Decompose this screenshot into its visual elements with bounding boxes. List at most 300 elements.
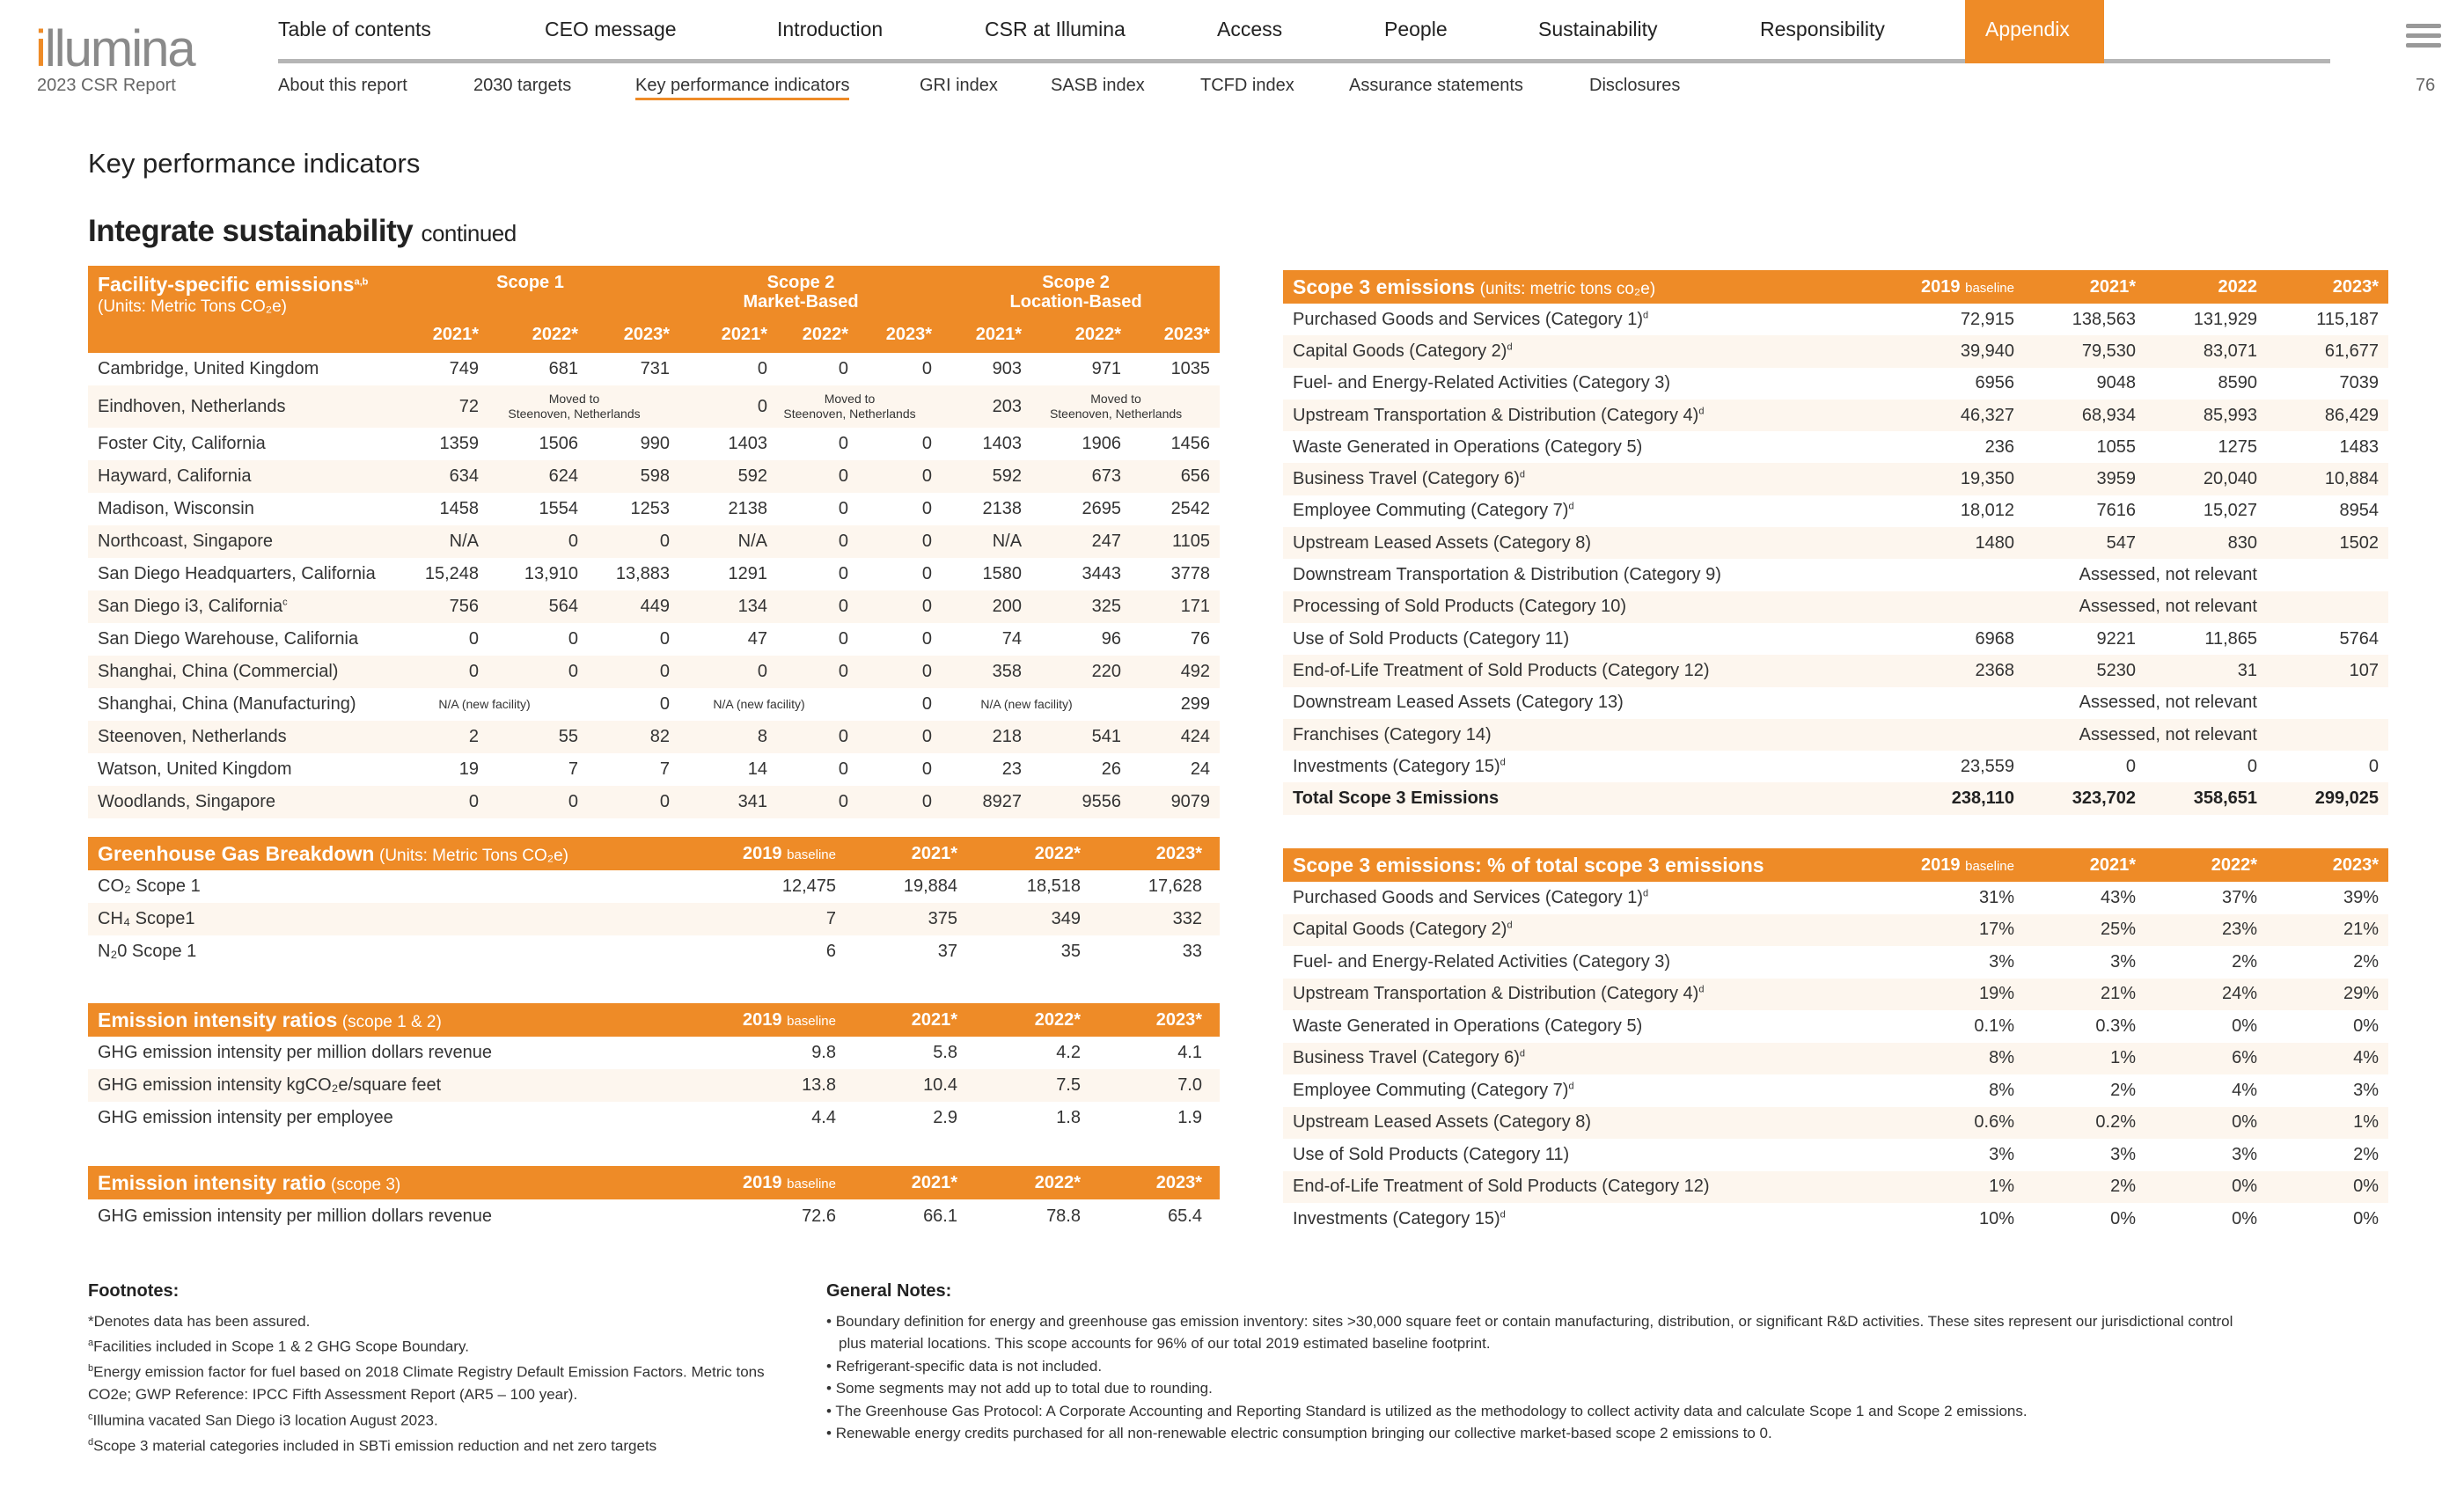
cell-value: 3% [2110, 1144, 2136, 1164]
cell-value: 3% [1989, 1144, 2014, 1164]
cell-value: 0 [848, 786, 932, 818]
cell-value: 0 [848, 590, 932, 623]
row-label-text: Watson, United Kingdom [98, 759, 292, 779]
row-label-text: Use of Sold Products (Category 11) [1293, 1144, 1570, 1164]
row-label-text: GHG emission intensity per million dollars revenue [98, 1043, 492, 1062]
scope3-emissions-table [1283, 270, 2388, 815]
cell-note: Moved to Steenoven, Netherlands [767, 385, 932, 428]
table-row [88, 1069, 1220, 1102]
row-label [1283, 1203, 1893, 1236]
row-label-text: San Diego Headquarters, California [98, 564, 376, 583]
subnav-2030-targets[interactable]: 2030 targets [473, 76, 572, 95]
cell-value: 592 [670, 460, 767, 493]
cell-value: 10% [1978, 1208, 2014, 1228]
cell-value: 247 [1022, 525, 1121, 558]
cell-value: 2% [2232, 951, 2257, 972]
cell-value: 6% [2136, 1043, 2257, 1075]
cell-value: 19 [458, 759, 479, 779]
table-row [1283, 655, 2388, 686]
cell-value: 31 [2136, 655, 2257, 686]
cell-value: 115,187 [2316, 309, 2379, 329]
cell-value: 299 [1180, 694, 1211, 714]
footnote-ref: d [1568, 501, 1574, 512]
general-note-item: • Boundary definition for energy and greenhouse gas emission inventory: sites >30,000 square feet or contain manufacturing, distribution, or significant R&D activities. These sites represent our jurisdictional control plus material locations. This scope accounts for 96% of our total 2019 estimated baseline footprint. [826, 1312, 2233, 1352]
cell-value: 0 [848, 525, 932, 558]
cell-value: 24% [2136, 979, 2257, 1011]
cell-value: 624 [479, 460, 578, 493]
footnote-ref: d [1642, 888, 1649, 899]
row-label-text: Fuel- and Energy-Related Activities (Category 3) [1293, 373, 1671, 393]
cell-value: 72.6 [802, 1206, 836, 1226]
row-label [88, 623, 391, 656]
table-row [88, 1037, 1220, 1069]
cell-value: N/A [391, 525, 479, 558]
cell-value: 200 [932, 590, 1022, 623]
row-label [88, 656, 391, 688]
cell-value: 0 [479, 656, 578, 688]
cell-value: 0% [2232, 1208, 2257, 1228]
table-row [88, 935, 1220, 968]
cell-value: 203 [932, 385, 1022, 428]
section-title-text: Integrate sustainability [88, 214, 414, 248]
table-row [88, 623, 1220, 656]
row-label-text: Foster City, California [98, 434, 266, 453]
cell-value: 138,563 [2072, 309, 2136, 329]
footnote-letter: c [88, 1411, 93, 1422]
year-header [836, 1166, 957, 1199]
cell-value: 46,327 [1893, 400, 2014, 431]
cell-value: 0 [921, 564, 933, 583]
row-label [1283, 495, 1893, 527]
cell-value: 107 [2257, 655, 2388, 686]
footnotes-title: Footnotes: [88, 1281, 180, 1301]
cell-value: 3778 [1170, 564, 1211, 583]
row-label-text: Business Travel (Category 6) [1293, 469, 1520, 489]
cell-value: 21% [2257, 914, 2388, 947]
subnav-disclosures[interactable]: Disclosures [1589, 76, 1681, 95]
cell-value: 2% [2014, 1171, 2136, 1204]
cell-value: 8927 [932, 786, 1022, 818]
cell-value: 4.4 [811, 1108, 836, 1127]
year-header: 2022* [767, 317, 848, 353]
general-note-text: Refrigerant-specific data is not included. [835, 1357, 1103, 1375]
empty-header [88, 317, 391, 353]
cell-value: 61,677 [2257, 335, 2388, 367]
cell-value: 4% [2232, 1080, 2257, 1100]
year-header: 2022* [479, 317, 578, 353]
table-row [88, 558, 1220, 590]
cell-value: 3% [2353, 1080, 2379, 1100]
year-header: 2021* [670, 317, 767, 353]
cell-value: 23 [1001, 759, 1023, 779]
cell-value: 0 [921, 434, 933, 453]
cell-value: 0 [838, 759, 849, 779]
year-header [715, 837, 836, 870]
year-label: 2021* [911, 843, 957, 863]
table-row [1283, 527, 2388, 559]
row-label [88, 935, 715, 968]
cell-value: 358 [932, 656, 1022, 688]
cell-value: 0 [391, 656, 479, 688]
cell-value: 0 [578, 786, 670, 818]
table-header [88, 266, 1220, 317]
row-label-text: GHG emission intensity per million dollars revenue [98, 1206, 492, 1226]
cell-value: 564 [479, 590, 578, 623]
year-header [1081, 837, 1220, 870]
year-header [1081, 1003, 1220, 1037]
table-row [1283, 751, 2388, 782]
table-row [1283, 304, 2388, 335]
nav-tab-access[interactable]: Access [1217, 18, 1283, 40]
year-label: 2023* [2332, 276, 2379, 297]
footnote-item [88, 1406, 810, 1432]
footnote-item [88, 1310, 810, 1333]
cell-value: 0 [479, 525, 578, 558]
cell-value: 19,350 [1893, 463, 2014, 495]
cell-value: 6 [825, 942, 836, 961]
cell-value: 72,915 [1960, 309, 2014, 329]
cell-value: N/A [932, 525, 1022, 558]
menu-icon[interactable] [2406, 24, 2441, 53]
footnote-item [88, 1432, 810, 1457]
row-label [88, 428, 391, 460]
row-label [1283, 304, 1893, 335]
subnav-tcfd-index[interactable]: TCFD index [1200, 76, 1294, 95]
row-label-text: N₂0 Scope 1 [98, 942, 197, 961]
nav-tab-appendix[interactable]: Appendix [1985, 18, 2070, 40]
subnav-gri-index[interactable]: GRI index [920, 76, 998, 95]
year-header: 2022* [1022, 317, 1121, 353]
table-row [1283, 1107, 2388, 1140]
year-label: 2019 [743, 1009, 782, 1030]
cell-value: 0 [838, 499, 849, 518]
table-row [1283, 431, 2388, 463]
general-note-text: The Greenhouse Gas Protocol: A Corporate Accounting and Reporting Standard is utilized as the methodology to collect activity data and calculate Scope 1 and Scope 2 emissions. [835, 1402, 2028, 1419]
cell-value: 43% [2100, 887, 2136, 907]
cell-value: 131,929 [2193, 309, 2257, 329]
table-row [1283, 335, 2388, 367]
year-label: 2023* [1155, 1009, 1202, 1030]
header-units: (Units: Metric Tons CO₂e) [98, 297, 288, 316]
nav-tab-people[interactable]: People [1384, 18, 1448, 40]
cell-value: 25% [2014, 914, 2136, 947]
cell-value [2257, 591, 2388, 623]
cell-value: 82 [578, 721, 670, 753]
cell-value: 10.4 [836, 1069, 957, 1102]
baseline-label: baseline [1965, 858, 2014, 874]
table-row [88, 1102, 1220, 1134]
table-row [88, 721, 1220, 753]
nav-tab-ceo-message[interactable]: CEO message [545, 18, 677, 40]
cell-value: 0 [838, 434, 849, 453]
cell-value: 1480 [1893, 527, 2014, 559]
row-label-text: Eindhoven, Netherlands [98, 396, 286, 416]
cell-value: 0 [659, 629, 671, 649]
year-header [2257, 848, 2388, 882]
cell-value: 0 [757, 359, 768, 378]
cell-value: 1359 [439, 434, 479, 453]
year-label: 2019 [743, 1172, 782, 1192]
table-row [1283, 1171, 2388, 1204]
cell-value: 72 [391, 385, 479, 428]
cell-value: 1403 [982, 434, 1023, 453]
footnote-ref: d [1519, 1048, 1526, 1060]
cell-value: 8590 [2218, 373, 2257, 393]
cell-value: 8% [1989, 1080, 2014, 1100]
nav-tab-responsibility[interactable]: Responsibility [1760, 18, 1885, 40]
cell-value: 7 [659, 759, 671, 779]
cell-value: 634 [391, 460, 479, 493]
cell-value: 0 [848, 721, 932, 753]
cell-value: 541 [1022, 721, 1121, 753]
cell-value: 18,518 [1026, 876, 1081, 896]
cell-value: 1554 [539, 499, 578, 518]
row-label-text: Processing of Sold Products (Category 10) [1293, 597, 1627, 617]
table-row [88, 753, 1220, 786]
row-label-text: GHG emission intensity per employee [98, 1108, 393, 1127]
cell-value: 0 [838, 564, 849, 583]
table-row [1283, 719, 2388, 751]
cell-value: 8954 [2339, 501, 2379, 521]
cell-value: 83,071 [2136, 335, 2257, 367]
year-header [1893, 270, 2014, 304]
row-label [1283, 946, 1893, 979]
footnote-ref: d [1698, 984, 1705, 995]
cell-value: 13,910 [524, 564, 578, 583]
cell-value: 96 [1101, 629, 1122, 649]
footnote-text: *Denotes data has been assured. [88, 1312, 311, 1330]
year-header: 2023* [848, 317, 932, 353]
cell-value: 0 [838, 629, 849, 649]
footnote-item [88, 1332, 810, 1358]
nav-tab-table-of-contents[interactable]: Table of contents [278, 18, 431, 40]
cell-value: 0 [848, 656, 932, 688]
cell-note: N/A (new facility) [713, 697, 805, 711]
cell-value: 547 [2014, 527, 2136, 559]
year-label: 2019 [1921, 854, 1961, 875]
general-notes [826, 1280, 2234, 1445]
cell-value: 1506 [539, 434, 578, 453]
row-label [1283, 1107, 1893, 1140]
year-header [957, 837, 1081, 870]
cell-note: N/A (new facility) [980, 697, 1073, 711]
baseline-label: baseline [787, 1176, 836, 1192]
cell-value: 1403 [728, 434, 768, 453]
row-label [88, 688, 391, 721]
table-row [88, 525, 1220, 558]
cell-value: 592 [932, 460, 1022, 493]
subnav-about-this-report[interactable]: About this report [278, 76, 407, 95]
cell-value: 1105 [1121, 525, 1220, 558]
year-label: 2022* [1034, 1172, 1081, 1192]
cell-value: 17,628 [1148, 876, 1202, 896]
cell-value: 7616 [2096, 501, 2136, 521]
cell-value: 0 [568, 629, 578, 649]
footnote-ref: a,b [354, 276, 369, 288]
cell-value: 1483 [2339, 436, 2379, 457]
header-title-text: Greenhouse Gas Breakdown [98, 841, 375, 865]
cell-value: 2368 [1893, 655, 2014, 686]
year-header [836, 1003, 957, 1037]
general-note-text: Some segments may not add up to total due to rounding. [835, 1380, 1213, 1397]
row-label [88, 1102, 715, 1134]
cell-value: 3% [1989, 951, 2014, 972]
year-label: 2022* [1034, 1009, 1081, 1030]
year-label: 2019 [1921, 276, 1961, 297]
table-row [88, 493, 1220, 525]
year-header [957, 1166, 1081, 1199]
cell-value: 1906 [1082, 434, 1122, 453]
cell-value: 1% [2257, 1107, 2388, 1140]
row-label-text: End-of-Life Treatment of Sold Products (Category 12) [1293, 1177, 1710, 1197]
cell-value: 0 [921, 759, 933, 779]
cell-value: 0.1% [1974, 1016, 2014, 1036]
table-row [1283, 979, 2388, 1011]
cell-value: 11,865 [2204, 628, 2257, 649]
year-label: 2022* [2211, 854, 2257, 875]
cell-value: 24 [1190, 759, 1211, 779]
cell-value: 85,993 [2136, 400, 2257, 431]
cell-value: 9.8 [811, 1043, 836, 1062]
row-label-text: Upstream Transportation & Distribution (Category 4) [1293, 405, 1699, 425]
cell-value: 492 [1121, 656, 1220, 688]
row-label-text: Shanghai, China (Commercial) [98, 662, 339, 681]
cell-value: N/A [670, 525, 767, 558]
row-label-text: Upstream Leased Assets (Category 8) [1293, 1112, 1592, 1133]
page-title: Key performance indicators [88, 148, 421, 179]
cell-value: 47 [747, 629, 768, 649]
table-row [1283, 687, 2388, 719]
cell-value: 1580 [982, 564, 1023, 583]
table-row [88, 1199, 1220, 1233]
year-label: 2021* [911, 1009, 957, 1030]
row-label [1283, 591, 1893, 623]
cell-value: 830 [2136, 527, 2257, 559]
cell-value: 55 [479, 721, 578, 753]
row-label-text: Employee Commuting (Category 7) [1293, 501, 1569, 521]
row-label [1283, 368, 1893, 400]
row-label-text: Capital Goods (Category 2) [1293, 920, 1507, 940]
row-label [1283, 979, 1893, 1011]
cell-value: 0 [767, 590, 848, 623]
cell-value: 14 [747, 759, 768, 779]
cell-value: 749 [449, 359, 479, 378]
nav-tab-introduction[interactable]: Introduction [777, 18, 884, 40]
cell-value: 1.8 [1056, 1108, 1081, 1127]
cell-value [2257, 559, 2388, 590]
row-label-text: Shanghai, China (Manufacturing) [98, 694, 356, 714]
cell-value: 23% [2136, 914, 2257, 947]
footnote-ref: d [1507, 920, 1513, 931]
row-label-text: Investments (Category 15) [1293, 756, 1500, 776]
cell-value: 171 [1121, 590, 1220, 623]
general-note-text: Renewable energy credits purchased for all non-renewable electric consumption bringing our collective market-based scope 2 emissions to 0. [835, 1425, 1772, 1441]
cell-value: 8% [1893, 1043, 2014, 1075]
cell-value: 656 [1121, 460, 1220, 493]
cell-value: 6968 [1975, 628, 2014, 649]
cell-value: 299,025 [2257, 782, 2388, 814]
footnote-item [88, 1358, 810, 1406]
cell-value: 12,475 [781, 876, 836, 896]
footnotes [88, 1280, 810, 1457]
cell-value: 78.8 [1046, 1206, 1081, 1226]
row-label [88, 1199, 715, 1233]
cell-value: 65.4 [1168, 1206, 1202, 1226]
row-label [1283, 687, 1893, 719]
cell-value: 0 [767, 786, 848, 818]
subnav-assurance-statements[interactable]: Assurance statements [1349, 76, 1523, 95]
cell-value: 18,012 [1960, 501, 2014, 521]
page-number: 76 [2416, 76, 2436, 95]
table-header [88, 1166, 1220, 1199]
year-label: 2022* [1034, 843, 1081, 863]
cell-value: 7.5 [957, 1069, 1081, 1102]
nav-tab-csr-at-illumina[interactable]: CSR at Illumina [985, 18, 1126, 40]
footnote-text: Scope 3 material categories included in SBTi emission reduction and net zero targets [93, 1437, 657, 1455]
cell-value: 2695 [1082, 499, 1122, 518]
row-label-text: Northcoast, Singapore [98, 532, 274, 551]
header-title-text: Emission intensity ratios [98, 1008, 338, 1031]
cell-value: 0 [578, 525, 670, 558]
cell-value: 2% [2353, 1144, 2379, 1164]
cell-value: 37 [937, 942, 957, 961]
table-header [1283, 270, 2388, 304]
row-label [1283, 431, 1893, 463]
cell-value: 2% [2110, 1080, 2136, 1100]
subnav-key-performance-indicators[interactable]: Key performance indicators [635, 76, 849, 100]
cell-value: 2138 [982, 499, 1023, 518]
cell-value: 79,530 [2014, 335, 2136, 367]
row-label-text: Downstream Transportation & Distribution (Category 9) [1293, 565, 1721, 585]
general-notes-title: General Notes: [826, 1281, 952, 1301]
cell-value: 1253 [630, 499, 671, 518]
row-label-text: Waste Generated in Operations (Category 5) [1293, 1016, 1643, 1036]
table-row [88, 656, 1220, 688]
cell-value: 2 [391, 721, 479, 753]
cell-value: 4% [2257, 1043, 2388, 1075]
cell-value: 1% [2014, 1043, 2136, 1075]
year-header [1081, 1166, 1220, 1199]
footnote-ref: d [1519, 469, 1526, 480]
cell-value: 4.2 [1056, 1043, 1081, 1062]
cell-value: 74 [1001, 629, 1023, 649]
cell-value: 3% [2110, 951, 2136, 972]
cell-value: 0 [468, 629, 479, 649]
cell-value: 3959 [2014, 463, 2136, 495]
header-title-text: Facility-specific emissions [98, 273, 355, 296]
cell-value: 0 [2125, 756, 2136, 776]
cell-value: 218 [932, 721, 1022, 753]
footnote-text: Facilities included in Scope 1 & 2 GHG Scope Boundary. [93, 1338, 469, 1355]
header-title-text: Scope 3 emissions: % of total scope 3 emissions [1293, 853, 1764, 876]
cell-value: 325 [1022, 590, 1121, 623]
table-row [1283, 400, 2388, 431]
general-note-text: Boundary definition for energy and greenhouse gas emission inventory: sites >30,000 square feet or contain manufacturing, distribution, or significant R&D activities. These sites represent our jurisdictional control plus material locations. This scope accounts for 96% of our total 2019 estimated baseline footprint. [835, 1312, 2233, 1352]
cell-value: 332 [1081, 903, 1220, 935]
cell-value: 9556 [1022, 786, 1121, 818]
general-note-item: • Renewable energy credits purchased for all non-renewable electric consumption bringing our collective market-based scope 2 emissions to 0. [826, 1425, 1772, 1441]
row-label-text: Downstream Leased Assets (Category 13) [1293, 693, 1624, 713]
row-label [88, 460, 391, 493]
nav-tab-sustainability[interactable]: Sustainability [1538, 18, 1658, 40]
cell-value: 0.2% [2014, 1107, 2136, 1140]
year-header-row [88, 317, 1220, 353]
cell-value: 0 [578, 656, 670, 688]
year-header: 2021* [391, 317, 479, 353]
cell-value: 19% [1893, 979, 2014, 1011]
illumina-logo[interactable]: illumina [35, 20, 194, 77]
subnav-sasb-index[interactable]: SASB index [1051, 76, 1145, 95]
